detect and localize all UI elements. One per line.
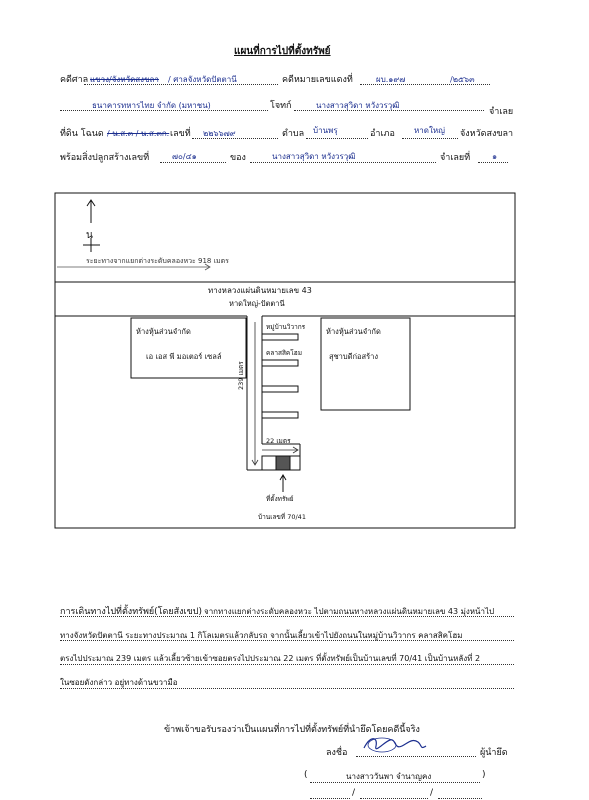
certify-text: ข้าพเจ้าขอรับรองว่าเป็นแผนที่การไปที่ตั้งทรัพย์ที่นำยึดโดยคดีนี้จริง — [164, 725, 420, 735]
signer-name: นางสาววันพา จำนาญคง — [346, 772, 432, 781]
defendant-no: ๑ — [492, 152, 498, 161]
highway-label: ทางหลวงแผ่นดินหมายเลข 43 — [208, 286, 312, 295]
sign-label: ลงชื่อ — [326, 748, 348, 758]
alley-distance-label: 22 เมตร — [266, 437, 291, 445]
document-title: แผนที่การไปที่ตั้งทรัพย์ — [234, 46, 331, 57]
property-label: ที่ตั้งทรัพย์ — [266, 495, 294, 503]
plaintiff-label: โจทก์ — [270, 101, 292, 111]
house-1 — [262, 456, 276, 470]
dotted-line — [60, 664, 514, 665]
dotted-line — [310, 782, 480, 783]
date-year-line — [438, 798, 482, 799]
distance-label: ระยะทางจากแยกต่างระดับคลองหวะ 918 เมตร — [86, 257, 229, 265]
property-house — [276, 456, 290, 470]
route-line-2: ทางจังหวัดปัตตานี ระยะทางประมาณ 1 กิโลเมตรแล้วกลับรถ จากนั้นเลี้ยวเข้าไปยังถนนในหมู่บ้านวิวากร คลาสสิคโฮม — [60, 631, 463, 640]
branch-lane — [262, 386, 298, 392]
case-value: ผบ.๑๙๗ — [376, 75, 406, 84]
case-label: คดีหมายเลขแดงที่ — [282, 75, 353, 85]
route-line-1: จากทางแยกต่างระดับคลองหวะ ไปตามถนนทางหลวงแผ่นดินหมายเลข 43 มุ่งหน้าไป — [204, 607, 495, 616]
owner-value: นางสาวสุวิดา หวังวรวุฒิ — [272, 152, 356, 161]
close-paren: ) — [482, 770, 486, 780]
village-label: หมู่บ้านวิวากร — [266, 323, 306, 331]
defendant-label: จำเลย — [489, 107, 514, 117]
dotted-line — [60, 688, 514, 689]
court-struck: แขวง/จังหวัดสงขลา — [90, 75, 159, 84]
date-separator: / — [430, 788, 434, 798]
house-number-label: บ้านเลขที่ 70/41 — [258, 513, 306, 521]
soi-distance-label: 239 เมตร — [237, 361, 245, 390]
branch-lane — [262, 412, 298, 418]
owner-label: ของ — [230, 153, 246, 163]
signature-line — [356, 756, 476, 757]
branch-lane — [262, 334, 298, 340]
route-label: การเดินทางไปที่ตั้งทรัพย์(โดยสังเขป) — [60, 607, 202, 617]
defendant-value: นางสาวสุวิดา หวังวรวุฒิ — [316, 101, 400, 110]
open-paren: ( — [304, 770, 308, 780]
court-label: คดีศาล — [60, 75, 89, 85]
date-month-line — [360, 798, 428, 799]
subdistrict-label: ตำบล — [282, 129, 305, 139]
right-company-line2: สุชาบดีก่อสร้าง — [329, 352, 379, 361]
branch-lane — [262, 360, 298, 366]
left-company-line1: ห้างหุ้นส่วนจำกัด — [136, 327, 191, 336]
date-separator: / — [352, 788, 356, 798]
dotted-line — [60, 616, 514, 617]
market-label: คลาสสิคโฮม — [266, 349, 303, 357]
date-day-line — [310, 798, 350, 799]
right-company-line1: ห้างหุ้นส่วนจำกัด — [326, 327, 381, 336]
defendant-no-label: จำเลยที่ — [440, 153, 471, 163]
province-label: จังหวัดสงขลา — [460, 129, 514, 139]
route-line-4: ในซอยดังกล่าว อยู่ทางด้านขวามือ — [60, 678, 178, 687]
land-struck: / น.ส.๓ / น.ส.๓ก. — [107, 129, 170, 138]
district-label: อำเภอ — [370, 129, 395, 139]
signature-mark — [360, 732, 430, 756]
subdistrict-value: บ้านพรุ — [313, 126, 338, 135]
land-no-label: เลขที่ — [170, 129, 191, 139]
route-line-3: ตรงไปประมาณ 239 เมตร แล้วเลี้ยวซ้ายเข้าซอยตรงไปประมาณ 22 เมตร ที่ตั้งทรัพย์เป็นบ้านเลขที่ 70/41 เป็นบ้านหลังที่ 2 — [60, 654, 481, 663]
building-label: พร้อมสิ่งปลูกสร้างเลขที่ — [60, 153, 150, 163]
case-year: /๒๕๖๓ — [450, 75, 475, 84]
dotted-line — [60, 640, 514, 641]
house-3 — [290, 456, 300, 470]
district-value: หาดใหญ่ — [414, 126, 445, 135]
land-no: ๒๒๖๖๗๙ — [203, 129, 236, 138]
left-company-line2: เอ เอส พี มอเตอร์ เซลล์ — [146, 352, 222, 361]
plaintiff-value: ธนาคารทหารไทย จำกัด (มหาชน) — [92, 101, 211, 110]
land-label: ที่ดิน โฉนด — [60, 129, 104, 139]
building-no: ๗๐/๔๑ — [172, 152, 197, 161]
north-label: น — [86, 230, 93, 241]
court-value: / ศาลจังหวัดปัตตานี — [168, 75, 237, 84]
role-label: ผู้นำยึด — [480, 748, 508, 758]
road-to-label: หาดใหญ่-ปัตตานี — [229, 299, 285, 308]
